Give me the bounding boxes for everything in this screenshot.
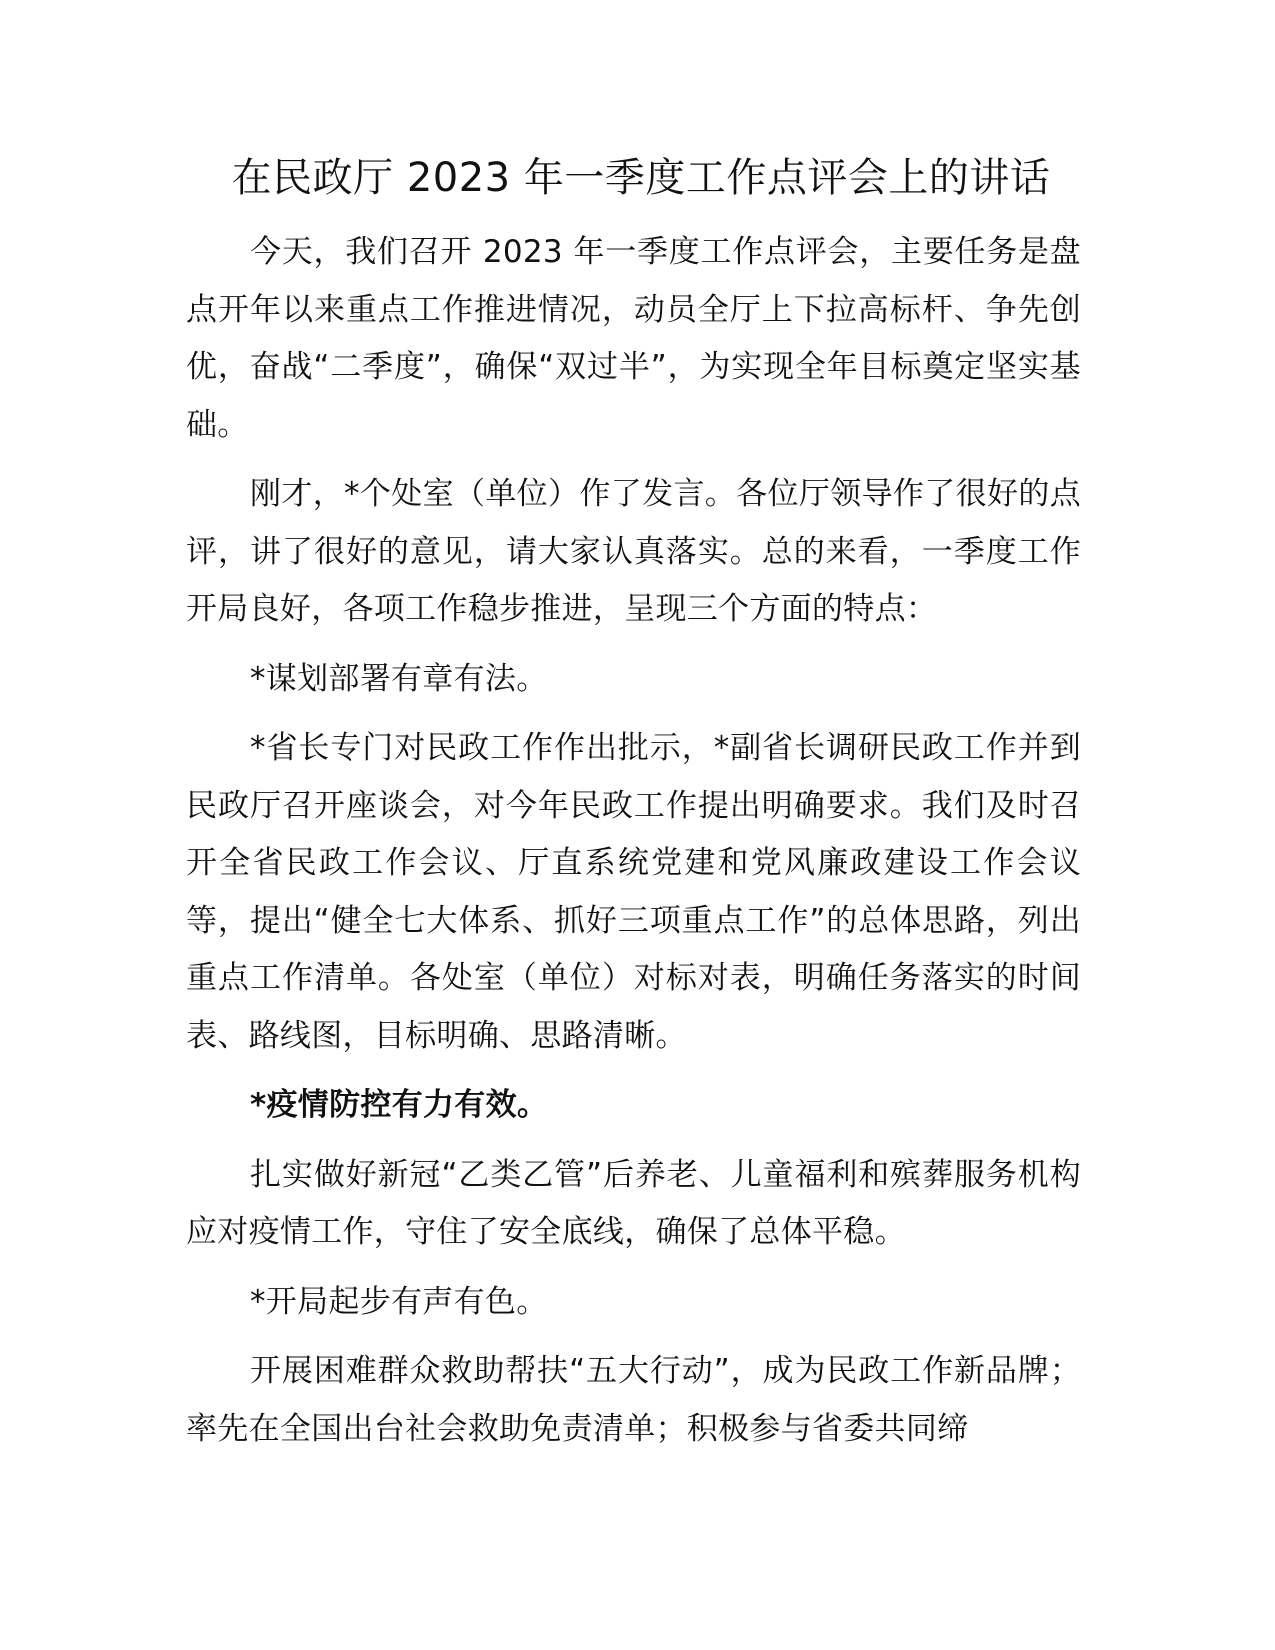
paragraph-summary: 刚才，*个处室（单位）作了发言。各位厅领导作了很好的点评，讲了很好的意见，请大家认真落实。总的来看，一季度工作开局良好，各项工作稳步推进，呈现三个方面的特点：: [186, 476, 1081, 627]
section-heading-start: *开局起步有声有色。: [250, 1283, 548, 1320]
paragraph-intro: 今天，我们召开 2023 年一季度工作点评会，主要任务是盘点开年以来重点工作推进情况，动员全厅上下拉高标杆、争先创优，奋战“二季度”，确保“双过半”，为实现全年目标奠定坚实基础。: [186, 234, 1081, 443]
section-heading-epidemic: *疫情防控有力有效。: [250, 1087, 549, 1123]
paragraph-planning: *省长专门对民政工作作出批示，*副省长调研民政工作并到民政厅召开座谈会，对今年民政工作提出明确要求。我们及时召开全省民政工作会议、厅直系统党建和党风廉政建设工作会议等，提出“健全七大体系、抓好三项重点工作”的总体思路，列出重点工作清单。各处室（单位）对标对表，明确任务落实的时间表、路线图，目标明确、思路清晰。: [186, 730, 1081, 1054]
document-body: [186, 224, 1081, 1470]
section-heading-planning: *谋划部署有章有法。: [250, 660, 548, 697]
document-title: 在民政厅 2023 年一季度工作点评会上的讲话: [231, 155, 1051, 201]
paragraph-start: 开展困难群众救助帮扶“五大行动”，成为民政工作新品牌；率先在全国出台社会救助免责清单；积极参与省委共同缔: [186, 1353, 1081, 1447]
paragraph-epidemic: 扎实做好新冠“乙类乙管”后养老、儿童福利和殡葬服务机构应对疫情工作，守住了安全底线，确保了总体平稳。: [186, 1156, 1081, 1250]
